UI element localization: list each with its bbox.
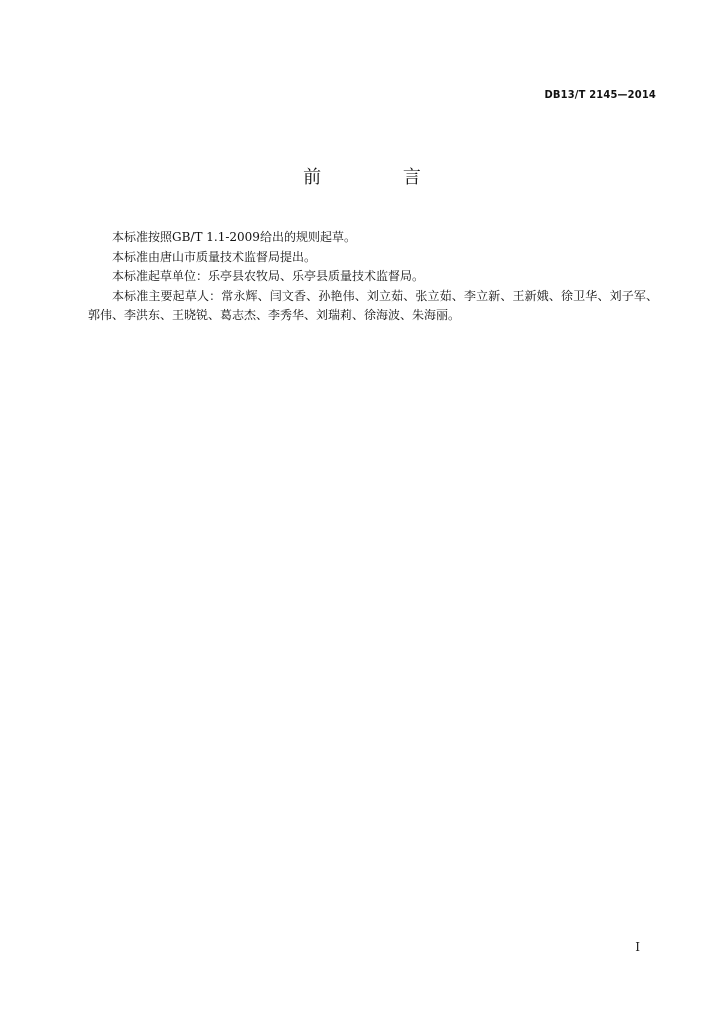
page-title: 前 言 [303,167,459,188]
paragraph-drafting-units: 本标准起草单位：乐亭县农牧局、乐亭县质量技术监督局。 [112,269,425,284]
paragraph-drafting-rules: 本标准按照GB/T 1.1-2009给出的规则起草。 [112,230,356,244]
paragraph-proposer: 本标准由唐山市质量技术监督局提出。 [112,249,317,264]
body-text [88,228,658,326]
page-number: I [635,940,640,954]
document-code: DB13/T 2145—2014 [544,88,656,101]
paragraph-main-drafters: 本标准主要起草人：常永辉、闫文香、孙艳伟、刘立茹、张立茹、李立新、王新娥、徐卫华、刘子军、郭伟、李洪东、王晓锐、葛志杰、李秀华、刘瑞莉、徐海波、朱海丽。 [88,288,658,323]
